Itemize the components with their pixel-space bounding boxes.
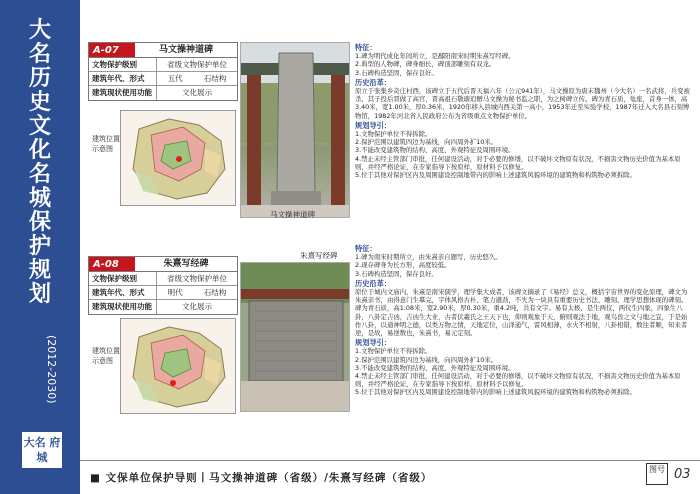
sidebar [0, 0, 80, 494]
plan-years: (2012-2030) [45, 334, 58, 404]
item-name: 马文操神道碑 [158, 45, 213, 55]
title-char: 城 [28, 185, 51, 211]
row-protection-level: 文物保护级别 省级文物保护单位 [89, 58, 237, 72]
title-char: 划 [28, 281, 51, 307]
map-label: 建筑位置示意图 [92, 347, 120, 365]
info-card-a07 [88, 42, 238, 101]
map-label: 建筑位置示意图 [92, 135, 120, 153]
item-code: A-07 [89, 43, 135, 57]
row-era-form: 建筑年代、形式 明代 石结构 [89, 286, 237, 300]
photo-caption: 马文操神道碑 [270, 210, 315, 219]
photo-caption: 朱熹写经碑 [300, 251, 338, 260]
info-card-a08 [88, 256, 238, 315]
row-era-form: 建筑年代、形式 五代 石结构 [89, 72, 237, 86]
item-code: A-08 [89, 257, 135, 271]
location-map [120, 318, 236, 414]
photo-mawencao-stele [240, 42, 350, 218]
description-a07: 特征： 1.碑为明代成化年间所立，是鄱阳南宋时期朱熹写经碑。 2.典型的人物碑，碑身细长，碑顶部雕刻有双龙。 3.石碑构造坚固，保存良好。 历史沿革： 原立于张集乡奇庄村西，该碑立于五代后晋天福六年（公元941年），马文操原为唐末魏州（今大名）一名武将，兵变被杀，其子投后晋做了高官，晋高祖石敬瑭追赠马文操为秘书监之职，为之树碑立传。碑为青石质，龟座，首身一体，高3.40米，宽1.00米，厚0.36米，1920年移入县城内西关第一高小，1953年迁至实验学校，1987年迁入大名县石刻博物馆，1982年河北省人民政府公布为省级重点文物保护单位。 规划导引： 1.文物保护单位不得拆除。 2.保护范围以建筑四边为基线，向四周外扩10米。 3.不能改变建筑物的结构、高度、外观特征及周围环境。 4.禁止未经主管部门审批，任何建设活动，对于必要的修缮，以不破坏文物原有状况，不损害文物历史价值为基本原则，并经严格论证，在专家指导下按原样，原材料予以修复。 5.位于其他对保护区内及周围建设控制地带内的影响上述建筑风貌环境的建筑物和构筑物必须拆除。 [355, 43, 690, 180]
location-map [120, 110, 236, 206]
title-char: 名 [28, 161, 51, 187]
title-char: 化 [28, 137, 51, 163]
site-marker-dot [176, 156, 182, 162]
plan-title [0, 18, 80, 306]
row-protection-level: 文物保护级别 省级文物保护单位 [89, 272, 237, 286]
title-char: 文 [28, 113, 51, 139]
description-a08: 特征： 1.碑为南宋时期所立，由朱熹亲自题写，历史悠久。 2.现存碑身为长方形，高度较低。 3.石碑构造坚固，保存良好。 历史沿革： 原位于城内文庙内，朱熹是南宋儒学，理学集大成者，该碑文摘录了《易经》总义，概括宇宙世界的变化原理，碑文为朱熹亲书，由得意门生摹完，字体风格古朴、笔力遒劲，不失为一块具有重要历史书法、雕刻、理学思想体现的碑刻。碑为青石质，高1.08米，宽2.90米，厚0.30米，重4.2吨，共有文字。易有太极，是生两仪，两仪生四象，四象生八卦，八卦定吉凶，吉凶生大业，古者伏羲氏之王天下也，仰则观象于天，俯则观法于地，观鸟兽之文与地之宜，于是始作八卦，以通神明之德，以类万物之情，天地定位，山泽通气，雷风相薄，水火不相射，八卦相错，数往者顺，知来者逆，是故，易逆数也，朱熹书，易元定刻。 规划导引： 1.文物保护单位不得拆除。 2.保护范围以建筑四边为基线，向四周外扩10米。 3.不能改变建筑物的结构、高度、外观特征及周围环境。 4.禁止未经主管部门审批，任何建设活动，对于必要的修缮，以不破坏文物原有状况，不损害文物历史价值为基本原则，并经严格论证，在专家指导下按原样，原材料予以修复。 5.位于其他对保护区内及周围建设控制地带内的影响上述建筑风貌环境的建筑物和构筑物必须拆除。 [355, 244, 688, 397]
footer [80, 460, 700, 494]
site-marker-dot [170, 380, 176, 386]
title-char: 大 [28, 17, 51, 43]
title-char: 规 [28, 257, 51, 283]
title-char: 历 [28, 65, 51, 91]
city-map-graphic [121, 111, 235, 205]
title-char: 名 [28, 41, 51, 67]
dayming-seal-logo: 大名 府城 [22, 432, 62, 468]
title-char: 保 [28, 209, 51, 235]
title-char: 史 [28, 89, 51, 115]
footer-caption: ■ 文保单位保护导则丨马文操神道碑（省级）/朱熹写经碑（省级） [90, 472, 433, 484]
row-usage: 建筑现状使用功能 文化展示 [89, 300, 237, 314]
photo-zhuxi-stele [240, 262, 350, 412]
title-char: 护 [28, 233, 51, 259]
figure-label: 图号 [646, 463, 668, 485]
row-usage: 建筑现状使用功能 文化展示 [89, 86, 237, 100]
item-name: 朱熹写经碑 [163, 259, 209, 269]
city-map-graphic [121, 319, 235, 413]
page-number: 03 [674, 467, 691, 482]
